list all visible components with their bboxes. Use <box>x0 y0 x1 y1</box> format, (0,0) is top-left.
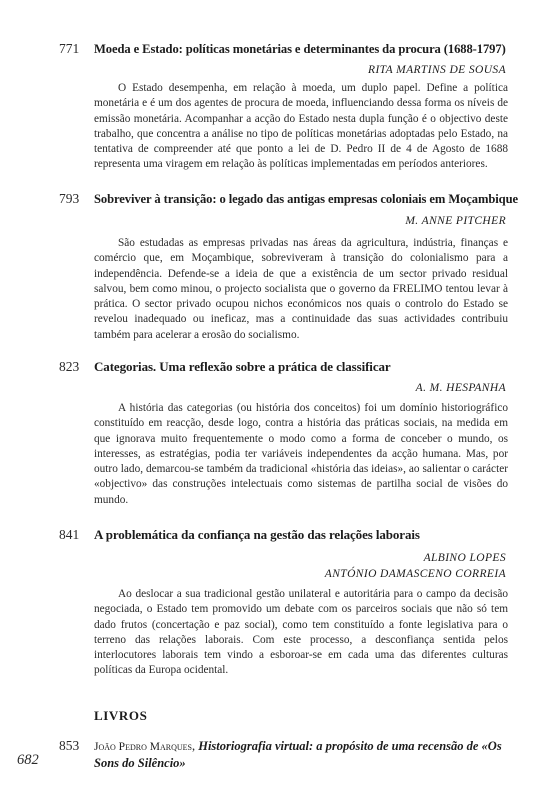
entry-abstract: São estudadas as empresas privadas nas áreas da agricultura, indústria, finanças e comércio que, em Moçambique, sobreviveram à transição do colonialismo para a independência. Defende-se a ideia de que a existência de um sector privado residual salvou, bem como minou, o projecto socialista que o governo da FRELIMO tentou levar à prática. O sector privado ocupou nichos económicos nos quais o controlo do Estado se revelou inadequado ou ineficaz, mas a continuidade das suas actividades contribuiu também para acelerar a erosão do socialismo. <box>94 237 508 341</box>
entry-title: Categorias. Uma reflexão sobre a prática de classificar <box>94 359 391 374</box>
entry-abstract: O Estado desempenha, em relação à moeda, um duplo papel. Define a política monetária e é um dos agentes de procura de moeda, influenciando dessa forma os níveis de emissão monetária. Acompanhar a acção do Estado nesta dupla função é o objectivo deste trabalho, que concentra a análise no tipo de políticas monetárias adoptadas pelo Estado, na tentativa de compreender até que ponto a lei de D. Pedro II de 4 de Agosto de 1688 representa uma viragem em relação às políticas implementadas em períodos anteriores. <box>94 82 508 171</box>
page-number: 682 <box>17 752 39 768</box>
entry-author: ALBINO LOPES <box>423 552 506 564</box>
book-reference <box>94 738 514 771</box>
entry-abstract: Ao deslocar a sua tradicional gestão unilateral e autoritária para o campo da decisão negociada, o Estado tem promovido um debate com os parceiros sociais que não só tem dado frutos (concertação e paz social), como tem constituído a fonte legislativa para o terreno das relações laborais. Com este processo, a desconfiança sentida pelos interlocutores laborais tem vindo a esboroar-se em cada uma das diferentes culturas políticas da Europa ocidental. <box>94 588 508 677</box>
section-heading-livros: LIVROS <box>94 708 148 723</box>
book-title: Historiografia virtual: a propósito de uma recensão de «Os Sons do Silêncio» <box>94 739 502 770</box>
entry-title: A problemática da confiança na gestão das relações laborais <box>94 527 420 542</box>
entry-title: Moeda e Estado: políticas monetárias e determinantes da procura (1688-1797) <box>94 42 506 56</box>
book-author: João Pedro Marques <box>94 741 192 753</box>
entry-page-number: 841 <box>59 527 80 542</box>
entry-page-number: 771 <box>59 41 80 56</box>
entry-author: A. M. HESPANHA <box>415 382 506 394</box>
entry-author: RITA MARTINS DE SOUSA <box>368 64 506 76</box>
entry-title: Sobreviver à transição: o legado das antigas empresas coloniais em Moçambique <box>94 192 518 206</box>
entry-abstract: A história das categorias (ou história dos conceitos) foi um domínio historiográfico constituído em reacção, desde logo, contra a história das práticas sociais, na medida em que ignorava muito frequentemente o modo como a forma de conceber o mundo, os interesses, as estratégias, podia ter variáveis independentes da acção humana. Mas, por outro lado, demarcou-se também da tradicional «história das ideias», ao salientar o carácter «objectivo» das construções intelectuais como sistemas de partilha social de visões do mundo. <box>94 402 508 506</box>
book-page-number: 853 <box>59 738 80 753</box>
entry-page-number: 823 <box>59 359 80 374</box>
entry-author: M. ANNE PITCHER <box>405 215 506 227</box>
book-separator: , <box>191 739 199 753</box>
entry-page-number: 793 <box>59 191 80 206</box>
entry-author: ANTÓNIO DAMASCENO CORREIA <box>324 568 506 580</box>
